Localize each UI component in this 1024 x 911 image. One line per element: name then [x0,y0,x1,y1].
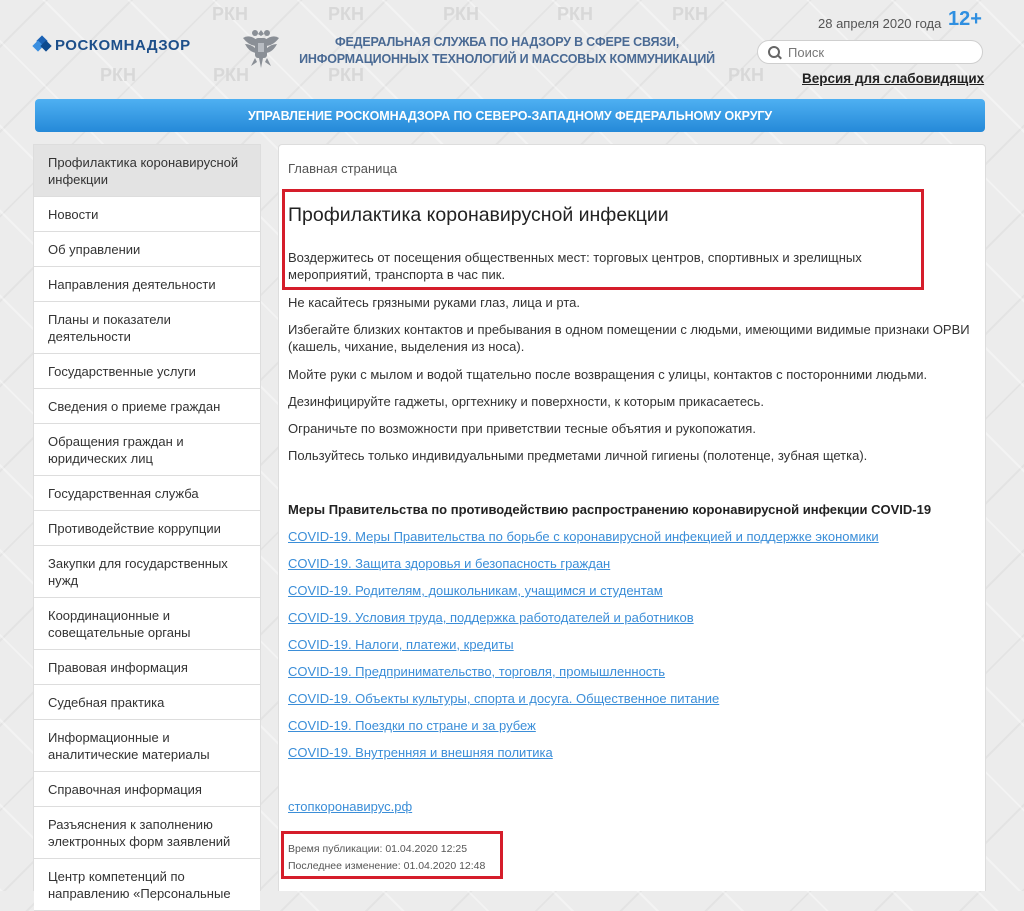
covid-link[interactable]: COVID-19. Поездки по стране и за рубеж [288,718,536,733]
search-input[interactable] [788,45,968,60]
advice-paragraph: Мойте руки с мылом и водой тщательно после возвращения с улицы, контактов с посторонними людьми. [288,367,928,382]
sidebar-nav [33,144,261,901]
sidebar-item-about[interactable]: Об управлении [34,232,260,267]
page-title: Профилактика коронавирусной инфекции [288,204,669,226]
advice-paragraph: Избегайте близких контактов и пребывания в одном помещении с людьми, имеющими видимые признаки ОРВИ (кашель, чихание, выделения из носа). [288,322,970,354]
region-banner[interactable]: УПРАВЛЕНИЕ РОСКОМНАДЗОРА ПО СЕВЕРО-ЗАПАДНОМУ ФЕДЕРАЛЬНОМУ ОКРУГУ [35,99,985,132]
sidebar-item-competence-center[interactable]: Центр компетенций по направлению «Персональные [34,859,260,911]
covid-link[interactable]: COVID-19. Предпринимательство, торговля, промышленность [288,664,666,679]
watermark-text: РКН [443,4,479,24]
breadcrumb[interactable]: Главная страница [288,161,398,176]
last-modified-time: Последнее изменение: 01.04.2020 12:48 [288,860,486,872]
coat-of-arms-icon [239,24,283,72]
sidebar-item-materials[interactable]: Информационные и аналитические материалы [34,720,260,772]
sidebar-item-plans[interactable]: Планы и показатели деятельности [34,302,260,354]
watermark-text: РКН [212,4,248,24]
sidebar-item-news[interactable]: Новости [34,197,260,232]
age-rating-badge: 12+ [948,8,982,30]
sidebar-item-court-practice[interactable]: Судебная практика [34,685,260,720]
sidebar-item-covid-prevention[interactable]: Профилактика коронавирусной инфекции [34,145,260,197]
search-icon[interactable] [766,41,788,63]
watermark-text: РКН [328,4,364,24]
advice-paragraph: Ограничьте по возможности при приветствии тесные объятия и рукопожатия. [288,421,756,436]
search-box[interactable] [757,40,983,64]
sidebar-item-procurement[interactable]: Закупки для государственных нужд [34,546,260,598]
covid-link[interactable]: COVID-19. Налоги, платежи, кредиты [288,637,514,652]
sidebar-item-services[interactable]: Государственные услуги [34,354,260,389]
watermark-text: РКН [328,65,364,85]
watermark-text: РКН [728,65,764,85]
agency-title: ФЕДЕРАЛЬНАЯ СЛУЖБА ПО НАДЗОРУ В СФЕРЕ СВЯЗИ, ИНФОРМАЦИОННЫХ ТЕХНОЛОГИЙ И МАССОВЫХ КОММУНИКАЦИЙ [299,35,715,66]
site-header [0,0,1024,96]
sidebar-item-anticorruption[interactable]: Противодействие коррупции [34,511,260,546]
logo-text: РОСКОМНАДЗОР [55,37,191,54]
covid-link[interactable]: COVID-19. Защита здоровья и безопасность граждан [288,556,611,571]
advice-paragraph: Не касайтесь грязными руками глаз, лица и рта. [288,295,581,310]
covid-link[interactable]: COVID-19. Внутренняя и внешняя политика [288,745,553,760]
sidebar-item-activities[interactable]: Направления деятельности [34,267,260,302]
accessible-version-link[interactable]: Версия для слабовидящих [802,71,985,86]
stopcoronavirus-link[interactable]: стопкоронавирус.рф [288,799,413,814]
sidebar-item-civil-service[interactable]: Государственная служба [34,476,260,511]
watermark-text: РКН [213,65,249,85]
advice-paragraph: Воздержитесь от посещения общественных мест: торговых центров, спортивных и зрелищных мероприятий, транспорта в час пик. [288,250,862,282]
covid-link[interactable]: COVID-19. Объекты культуры, спорта и досуга. Общественное питание [288,691,720,706]
covid-link[interactable]: COVID-19. Меры Правительства по борьбе с коронавирусной инфекцией и поддержке экономики [288,529,879,544]
covid-link[interactable]: COVID-19. Родителям, дошкольникам, учащимся и студентам [288,583,663,598]
publication-time: Время публикации: 01.04.2020 12:25 [288,843,468,855]
site-logo[interactable] [34,37,191,54]
advice-paragraph: Дезинфицируйте гаджеты, оргтехнику и поверхности, к которым прикасаетесь. [288,394,764,409]
main-content [278,144,986,891]
sidebar-item-appeals[interactable]: Обращения граждан и юридических лиц [34,424,260,476]
advice-paragraph: Пользуйтесь только индивидуальными предметами личной гигиены (полотенце, зубная щетка). [288,448,868,463]
sidebar-item-reception[interactable]: Сведения о приеме граждан [34,389,260,424]
watermark-text: РКН [100,65,136,85]
watermark-text: РКН [557,4,593,24]
logo-icon [34,37,51,54]
watermark-text: РКН [672,4,708,24]
measures-heading: Меры Правительства по противодействию распространению коронавирусной инфекции COVID-19 [288,502,932,517]
sidebar-item-councils[interactable]: Координационные и совещательные органы [34,598,260,650]
sidebar-item-legal[interactable]: Правовая информация [34,650,260,685]
sidebar-item-reference[interactable]: Справочная информация [34,772,260,807]
current-date: 28 апреля 2020 года [818,16,942,31]
sidebar-item-forms-help[interactable]: Разъяснения к заполнению электронных форм заявлений [34,807,260,859]
covid-link[interactable]: COVID-19. Условия труда, поддержка работодателей и работников [288,610,694,625]
